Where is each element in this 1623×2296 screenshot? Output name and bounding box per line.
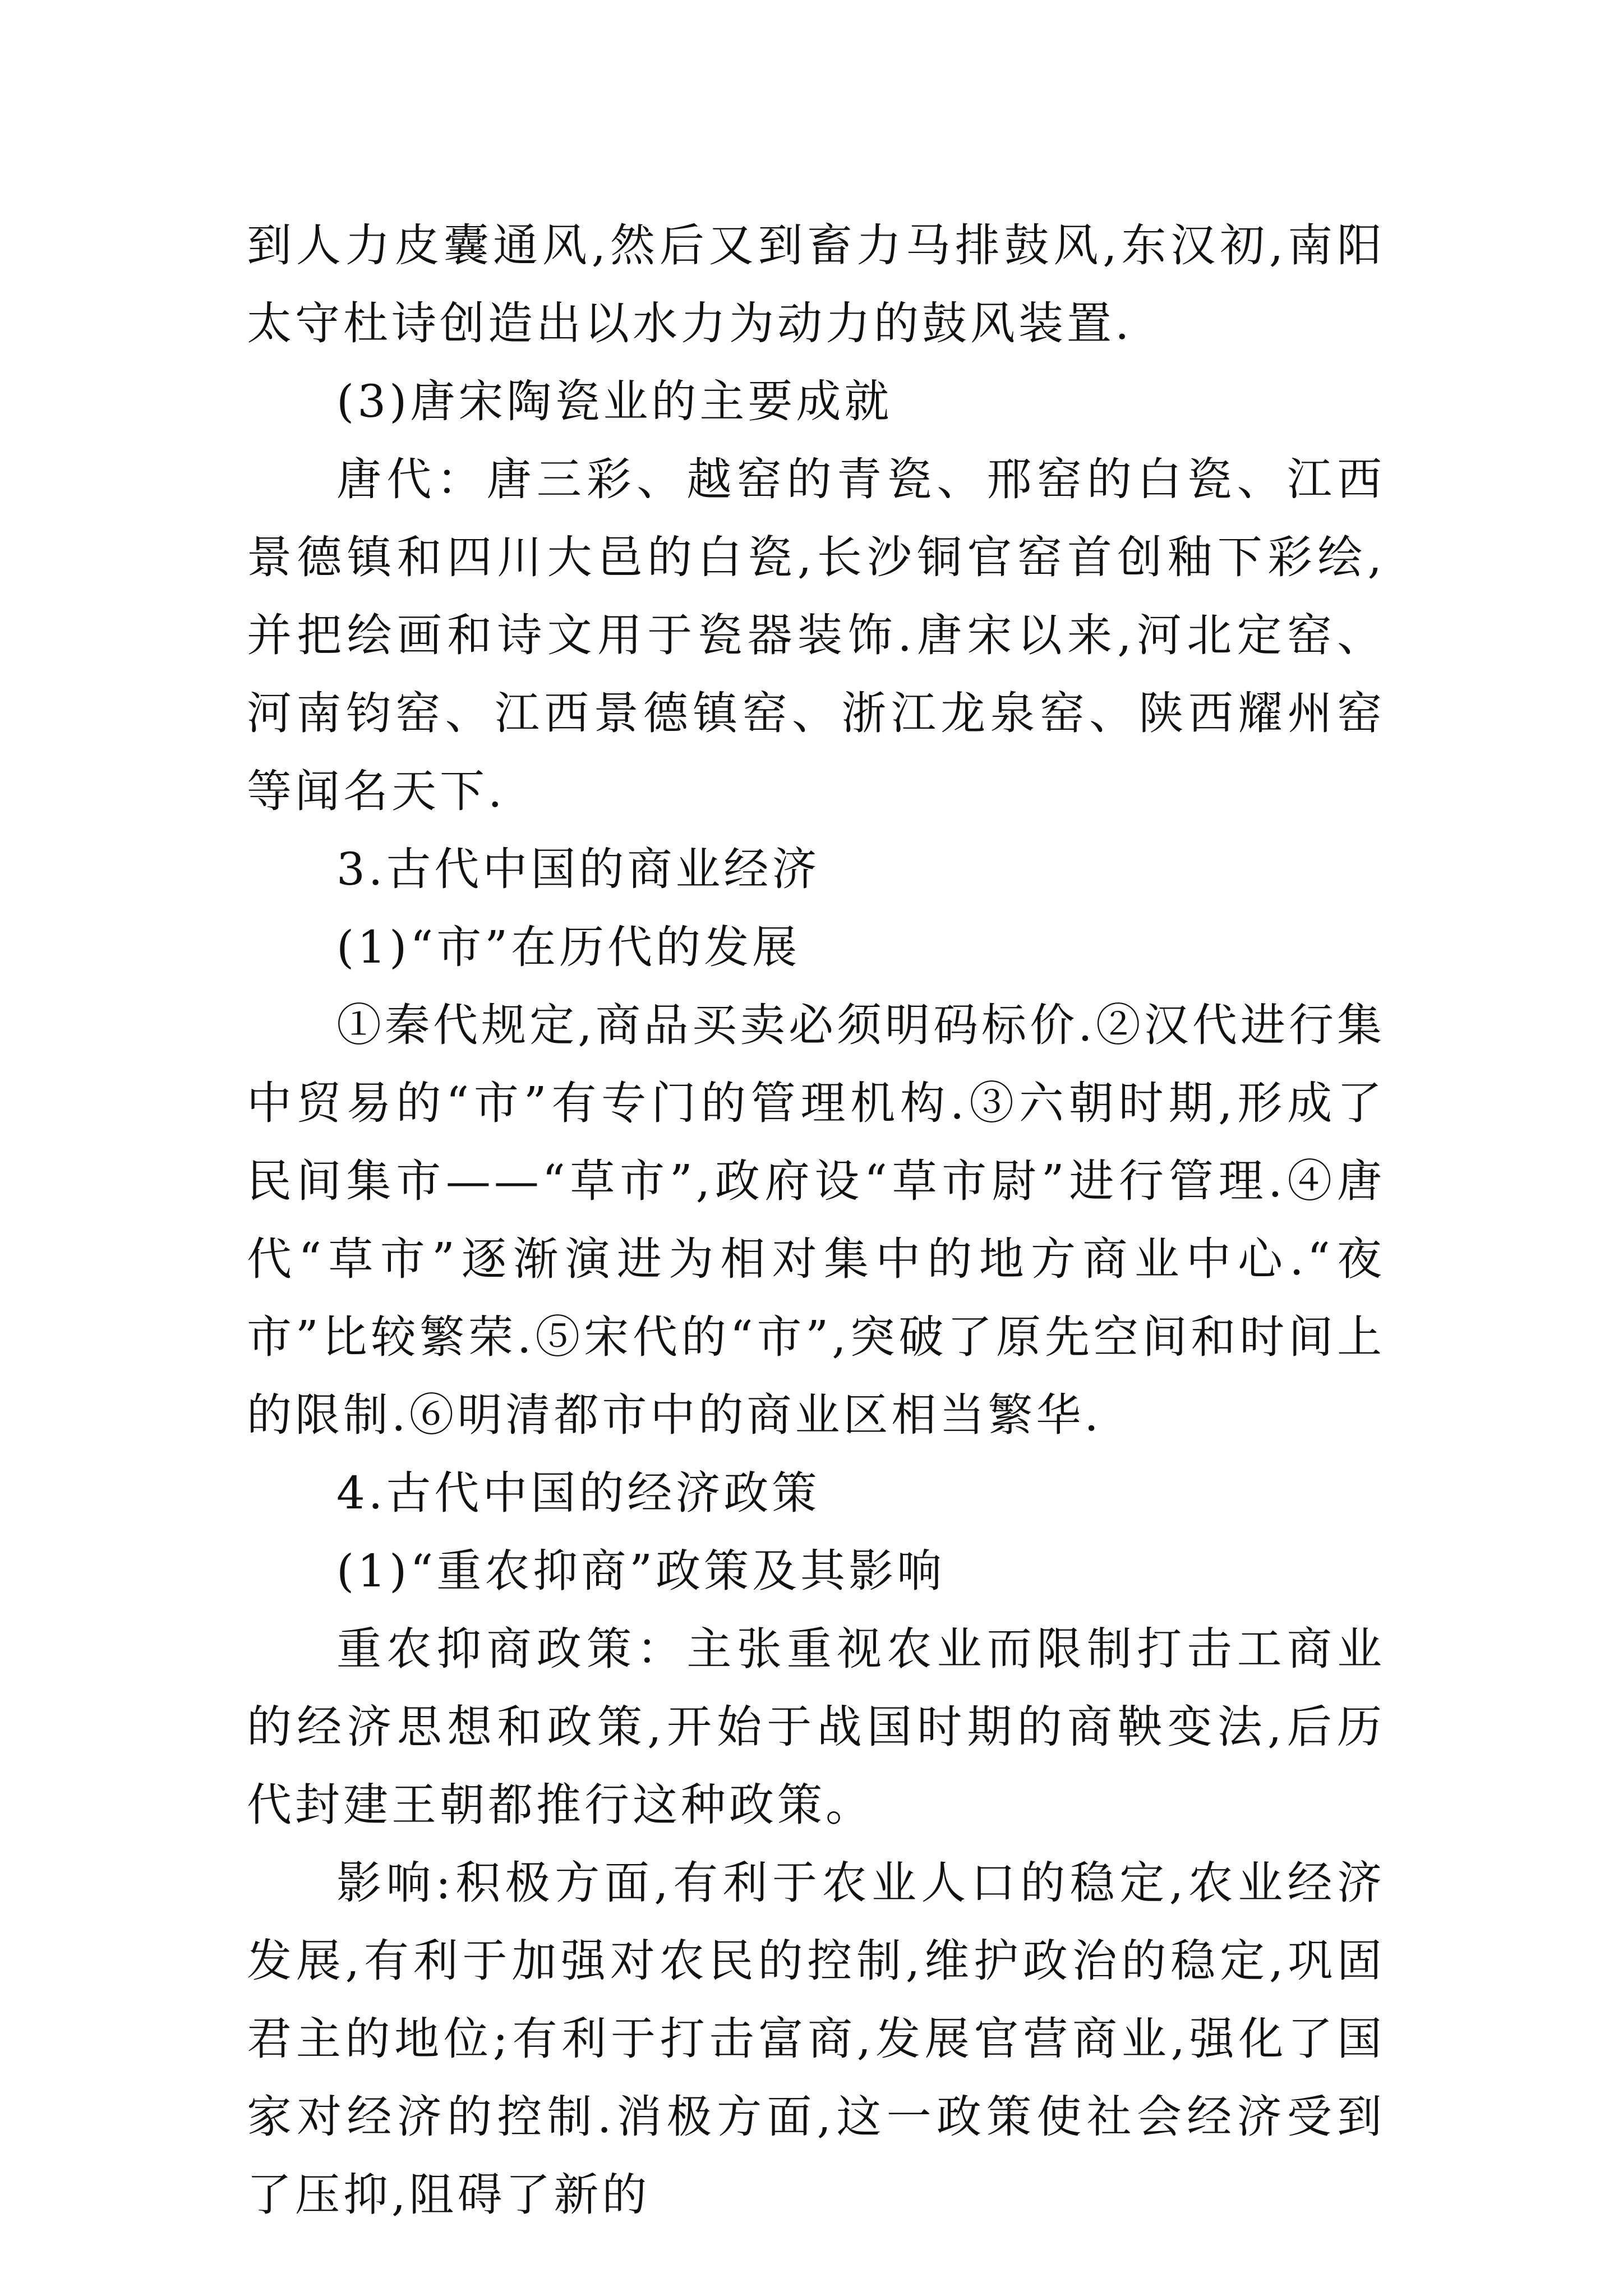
paragraph-tang-ceramics: 唐代：唐三彩、越窑的青瓷、邢窑的白瓷、江西景德镇和四川大邑的白瓷,长沙铜官窑首创釉下彩绘,并把绘画和诗文用于瓷器装饰.唐宋以来,河北定窑、河南钧窑、江西景德镇窑、浙江龙泉窑、陕西耀州窑等闻名天下. [247,453,1385,817]
paragraph-market-history: ①秦代规定,商品买卖必须明码标价.②汉代进行集中贸易的“市”有专门的管理机构.③六朝时期,形成了民间集市——“草市”,政府设“草市尉”进行管理.④唐代“草市”逐渐演进为相对集中的地方商业中心.“夜市”比较繁荣.⑤宋代的“市”,突破了原先空间和时间上的限制.⑥明清都市中的商业区相当繁华. [247,999,1385,1441]
paragraph-policy-definition: 重农抑商政策：主张重视农业而限制打击工商业的经济思想和政策,开始于战国时期的商鞅变法,后历代封建王朝都推行这种政策。 [247,1623,1385,1831]
heading-market-development: (1)“市”在历代的发展 [336,921,801,973]
paragraph-bellows-continuation: 到人力皮囊通风,然后又到畜力马排鼓风,东汉初,南阳太守杜诗创造出以水力为动力的鼓风装置. [247,219,1385,349]
heading-agriculture-policy: (1)“重农抑商”政策及其影响 [336,1545,946,1597]
heading-economic-policy: 4.古代中国的经济政策 [336,1467,820,1519]
body-text [247,206,1385,2234]
heading-commerce: 3.古代中国的商业经济 [336,843,820,895]
paragraph-policy-impact: 影响:积极方面,有利于农业人口的稳定,农业经济发展,有利于加强对农民的控制,维护政治的稳定,巩固君主的地位;有利于打击富商,发展官营商业,强化了国家对经济的控制.消极方面,这一政策使社会经济受到了压抑,阻碍了新的 [247,1857,1385,2221]
heading-tang-song-ceramics: (3)唐宋陶瓷业的主要成就 [336,375,893,427]
